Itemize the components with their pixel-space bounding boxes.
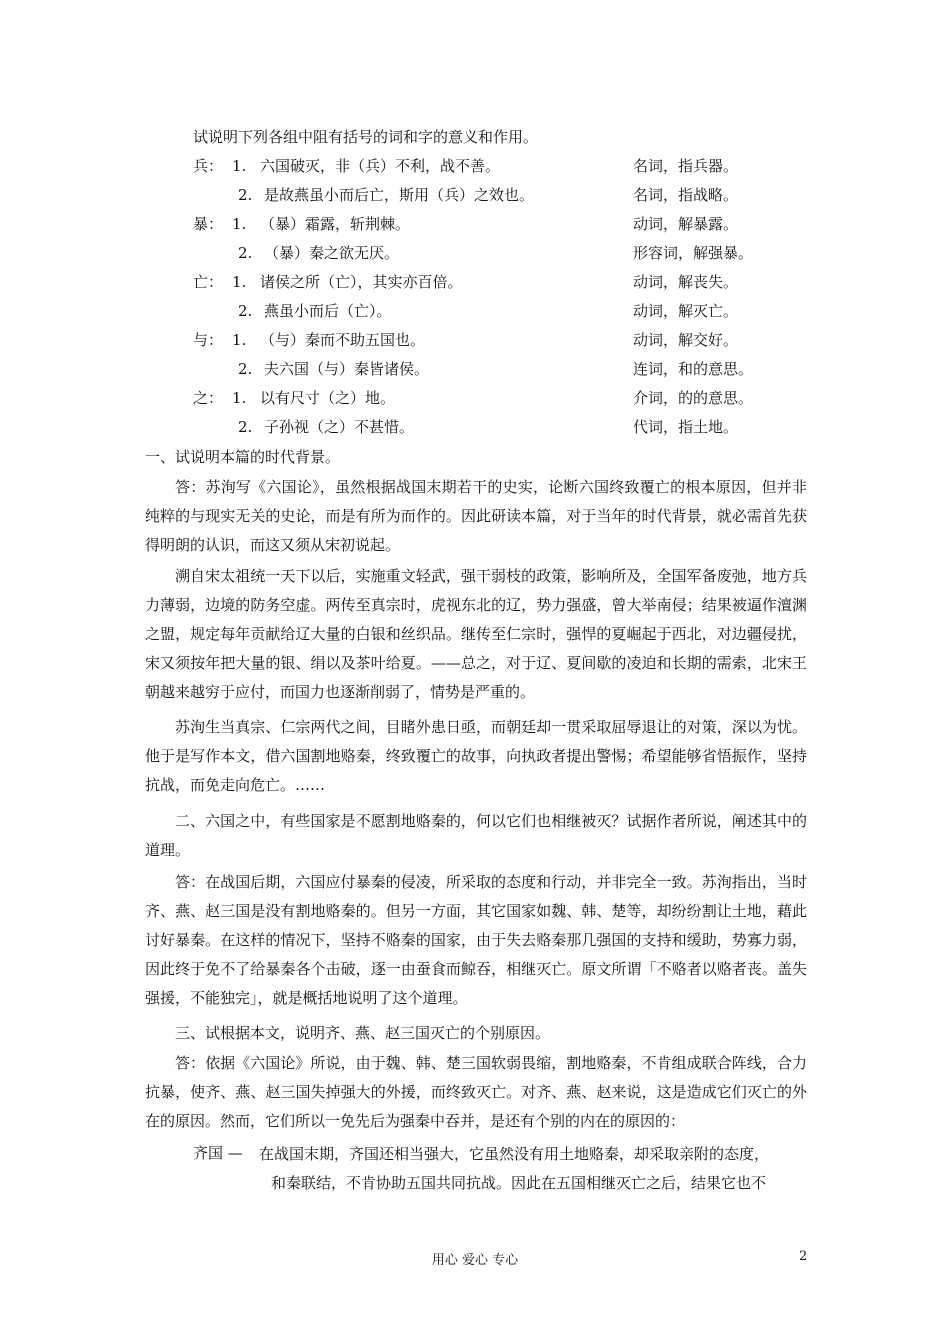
vocab-meaning: 名词，指战略。 — [633, 186, 739, 204]
answer-2: 答：在战国后期，六国应付暴秦的侵凌，所采取的态度和行动，并非完全一致。苏洵指出，当时齐、燕、赵三国是没有割地赂秦的。但另一方面，其它国家如魏、韩、楚等，却纷纷割让土地，藉此讨好暴秦。在这样的情况下，坚持不赂秦的国家，由于失去赂秦那几强国的支持和缓助，势寡力弱，因此终于免不了给暴秦各个击破，逐一由蚕食而鲸吞，相继灭亡。原文所谓「不赂者以赂者丧。盖失强援，不能独完」，就是概括地说明了这个道理。 — [145, 873, 807, 1007]
qi-line-1: 在战国末期，齐国还相当强大，它虽然没有用土地赂秦，却采取亲附的态度， — [259, 1145, 770, 1163]
vocab-char: 亡： — [193, 273, 224, 291]
vocab-meaning: 名词，指兵器。 — [633, 157, 739, 175]
vocab-number: 2. — [238, 418, 253, 436]
vocab-number: 1. — [232, 273, 247, 291]
vocab-number: 1. — [232, 157, 247, 175]
vocab-row — [0, 300, 950, 328]
vocab-char: 之： — [193, 389, 224, 407]
vocab-number: 1. — [232, 389, 247, 407]
vocab-meaning: 介词，的的意思。 — [633, 389, 754, 407]
vocab-number: 2. — [238, 302, 253, 320]
answer-1-paragraph-1: 答：苏洵写《六国论》，虽然根据战国末期若干的史实，论断六国终致覆亡的根本原因，但并非纯粹的与现实无关的史论，而是有所为而作的。因此研读本篇，对于当年的时代背景，就必需首先获得明朗的认识，而这又须从宋初说起。 — [145, 478, 807, 554]
vocab-row — [0, 213, 950, 241]
vocab-char: 与： — [193, 331, 224, 349]
page-number: 2 — [799, 1249, 808, 1264]
vocab-meaning: 代词，指土地。 — [633, 418, 739, 436]
vocab-row — [0, 358, 950, 386]
vocab-meaning: 动词，解灭亡。 — [633, 302, 739, 320]
vocab-sentence: 六国破灭，非（兵）不利，战不善。 — [260, 157, 501, 175]
vocab-number: 1. — [232, 215, 247, 233]
question-2: 二、六国之中，有些国家是不愿割地赂秦的，何以它们也相继被灭？试据作者所说，阐述其中的道理。 — [145, 812, 807, 859]
vocab-number: 2. — [238, 186, 253, 204]
vocab-meaning: 动词，解暴露。 — [633, 215, 739, 233]
vocab-number: 2. — [238, 360, 253, 378]
answer-1-paragraph-3: 苏洵生当真宗、仁宗两代之间，目睹外患日亟，而朝廷却一贯采取屈辱退让的对策，深以为忧。他于是写作本文，借六国割地赂秦，终致覆亡的故事，向执政者提出警惕；希望能够省悟振作，坚持抗战，而免走向危亡。…… — [145, 718, 807, 794]
vocab-meaning: 形容词，解强暴。 — [633, 244, 754, 262]
question-3: 三、试根据本文，说明齐、燕、赵三国灭亡的个别原因。 — [175, 1024, 551, 1042]
vocab-number: 1. — [232, 331, 247, 349]
answer-3: 答：依据《六国论》所说，由于魏、韩、楚三国软弱畏缩，割地赂秦，不肯组成联合阵线，合力抗暴，使齐、燕、赵三国失掉强大的外援，而终致灭亡。对齐、燕、赵来说，这是造成它们灭亡的外在的原因。然而，它们所以一免先后为强秦中吞并，是还有个别的内在的原因的： — [145, 1054, 807, 1130]
footer-slogan: 用心 爱心 专心 — [431, 1253, 519, 1268]
vocab-row — [0, 155, 950, 183]
vocab-sentence: 燕虽小而后（亡）。 — [264, 302, 392, 320]
vocab-row — [0, 329, 950, 357]
question-1: 一、试说明本篇的时代背景。 — [145, 448, 341, 466]
vocab-sentence: 夫六国（与）秦皆诸侯。 — [264, 360, 430, 378]
vocab-char: 暴： — [193, 215, 224, 233]
qi-country-label: 齐国 — — [193, 1144, 243, 1162]
answer-1-paragraph-2: 溯自宋太祖统一天下以后，实施重文轻武，强干弱枝的政策，影响所及，全国军备废弛，地方兵力薄弱，边境的防务空虚。两传至真宗时，虎视东北的辽，势力强盛，曾大举南侵；结果被逼作澶渊之盟，规定每年贡献给辽大量的白银和丝织品。继传至仁宗时，强悍的夏崛起于西北，对边疆侵扰，宋又须按年把大量的银、绢以及茶叶给夏。——总之，对于辽、夏间歇的凌迫和长期的需索，北宋王朝越来越穷于应付，而国力也逐渐削弱了，情势是严重的。 — [145, 567, 807, 701]
vocab-meaning: 动词，解交好。 — [633, 331, 739, 349]
vocab-sentence: （暴）秦之欲无厌。 — [264, 244, 400, 262]
qi-label — [193, 1139, 243, 1168]
vocab-sentence: 是故燕虽小而后亡，斯用（兵）之效也。 — [264, 186, 535, 204]
vocab-sentence: （与）秦而不助五国也。 — [260, 331, 426, 349]
exercise-intro: 试说明下列各组中阻有括号的词和字的意义和作用。 — [193, 128, 539, 146]
vocab-row — [0, 387, 950, 415]
vocab-char: 兵： — [193, 157, 224, 175]
vocab-meaning: 连词，和的意思。 — [633, 360, 754, 378]
vocab-row — [0, 416, 950, 444]
page-footer — [0, 1249, 950, 1269]
vocab-sentence: 子孙视（之）不甚惜。 — [264, 418, 415, 436]
vocab-row — [0, 242, 950, 270]
qi-line-2: 和秦联结，不肯协助五国共同抗战。因此在五国相继灭亡之后，结果它也不 — [271, 1174, 767, 1192]
vocab-sentence: 诸侯之所（亡），其实亦百倍。 — [260, 273, 463, 291]
vocab-row — [0, 271, 950, 299]
vocab-sentence: （暴）霜露，斩荆棘。 — [260, 215, 411, 233]
vocab-row — [0, 184, 950, 212]
vocab-number: 2. — [238, 244, 253, 262]
vocab-sentence: 以有尺寸（之）地。 — [260, 389, 396, 407]
vocab-meaning: 动词，解丧失。 — [633, 273, 739, 291]
